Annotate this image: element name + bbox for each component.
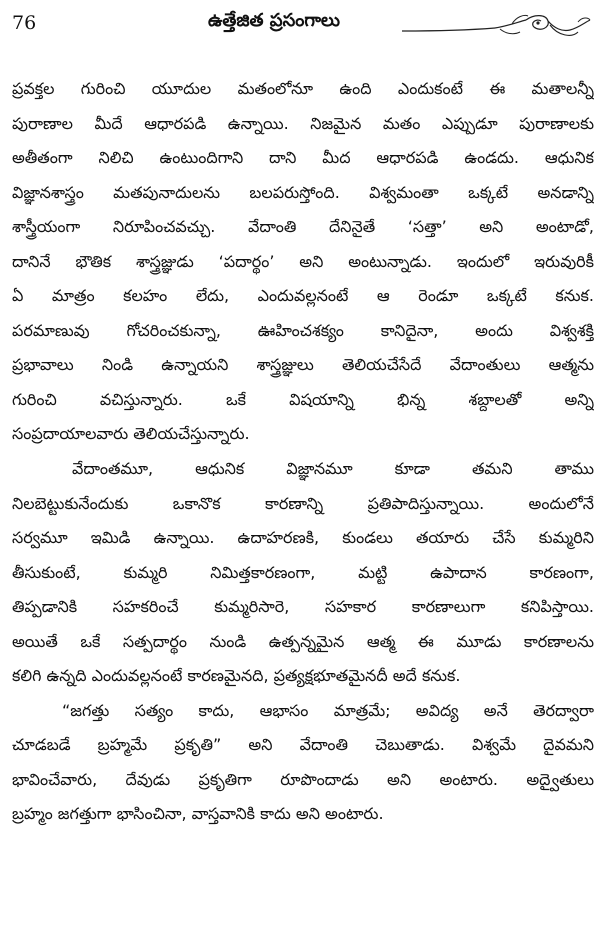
text-line: వేదాంతమూ, ఆధునిక విజ్ఞానమూ కూడా తమని తాము (72, 459, 594, 479)
text-line: గురించి వచిస్తున్నారు. ఒకే విషయాన్ని భిన్న శబ్దాలతో అన్ని (12, 389, 594, 409)
text-line: దానినే భౌతిక శాస్త్రజ్ఞుడు ‘పదార్థం’ అని అంటున్నాడు. ఇందులో ఇరువురికీ (12, 251, 594, 271)
page-number: 76 (12, 12, 37, 34)
text-line: సర్వమూ ఇమిడి ఉన్నాయి. ఉదాహరణకి, కుండలు తయారు చేసే కుమ్మరిని (12, 528, 594, 548)
paragraph-1 (12, 72, 594, 452)
text-line: బ్రహ్మం జగత్తుగా భాసించినా, వాస్తవానికి కాదు అని అంటారు. (12, 804, 384, 824)
text-line: ప్రవక్తల గురించి యూదుల మతంలోనూ ఉంది ఎందుకంటే ఈ మతాలన్నీ (12, 79, 594, 98)
flourish-ornament-icon (400, 8, 592, 42)
text-line: ప్రభావాలు నిండి ఉన్నాయని శాస్త్రజ్ఞులు తెలియచేసేదే వేదాంతులు ఆత్మను (12, 355, 594, 375)
running-title: ఉత్తేజిత ప్రసంగాలు (208, 10, 340, 31)
text-line: భావించేవారు, దేవుడు ప్రకృతిగా రూపొందాడు అని అంటారు. అద్వైతులు (12, 769, 594, 789)
text-line: అతీతంగా నిలిచి ఉంటుందిగాని దాని మీద ఆధారపడి ఉండదు. ఆధునిక (12, 148, 594, 168)
text-line: ఏ మాత్రం కలహం లేదు, ఎందువల్లనంటే ఆ రెండూ ఒక్కటే కనుక. (12, 286, 594, 306)
text-line: తిప్పడానికి సహకరించే కుమ్మరిసారె, సహకార కారణాలుగా కనిపిస్తాయి. (12, 597, 594, 617)
text-line: సంప్రదాయాలవారు తెలియచేస్తున్నారు. (12, 424, 250, 444)
text-line: పురాణాల మీదే ఆధారపడి ఉన్నాయి. నిజమైన మతం ఎప్పుడూ పురాణాలకు (12, 113, 594, 133)
paragraph-3 (12, 694, 594, 832)
text-line: చూడబడే బ్రహ్మమే ప్రకృతి” అని వేదాంతి చెబుతాడు. విశ్వమే దైవమని (12, 735, 594, 755)
text-line: “జగత్తు సత్యం కాదు, ఆభాసం మాత్రమే; అవిద్య అనే తెరద్వారా (62, 700, 594, 720)
body-text (12, 72, 594, 832)
text-line: అయితే ఒకే సత్పదార్థం నుండి ఉత్పన్నమైన ఆత్మ ఈ మూడు కారణాలను (12, 631, 594, 651)
text-line: కలిగి ఉన్నది ఎందువల్లనంటే కారణమైనది, ప్రత్యక్షభూతమైనదీ అదే కనుక. (12, 666, 461, 686)
paragraph-2 (12, 452, 594, 694)
text-line: పరమాణువు గోచరించకున్నా, ఊహించశక్యం కానిదైనా, అందు విశ్వశక్తి (12, 320, 594, 340)
text-line: విజ్ఞానశాస్త్రం మతపునాదులను బలపరుస్తోంది. విశ్వమంతా ఒక్కటే అనడాన్ని (12, 182, 594, 202)
text-line: శాస్త్రీయంగా నిరూపించవచ్చు. వేదాంతి దేనినైతే ‘సత్తా’ అని అంటాడో, (12, 217, 594, 237)
page-header (0, 0, 600, 44)
text-line: తీసుకుంటే, కుమ్మరి నిమిత్తకారణంగా, మట్టి ఉపాదాన కారణంగా, (12, 562, 594, 582)
text-line: నిలబెట్టుకునేందుకు ఒకానొక కారణాన్ని ప్రతిపాదిస్తున్నాయి. అందులోనే (12, 493, 594, 513)
